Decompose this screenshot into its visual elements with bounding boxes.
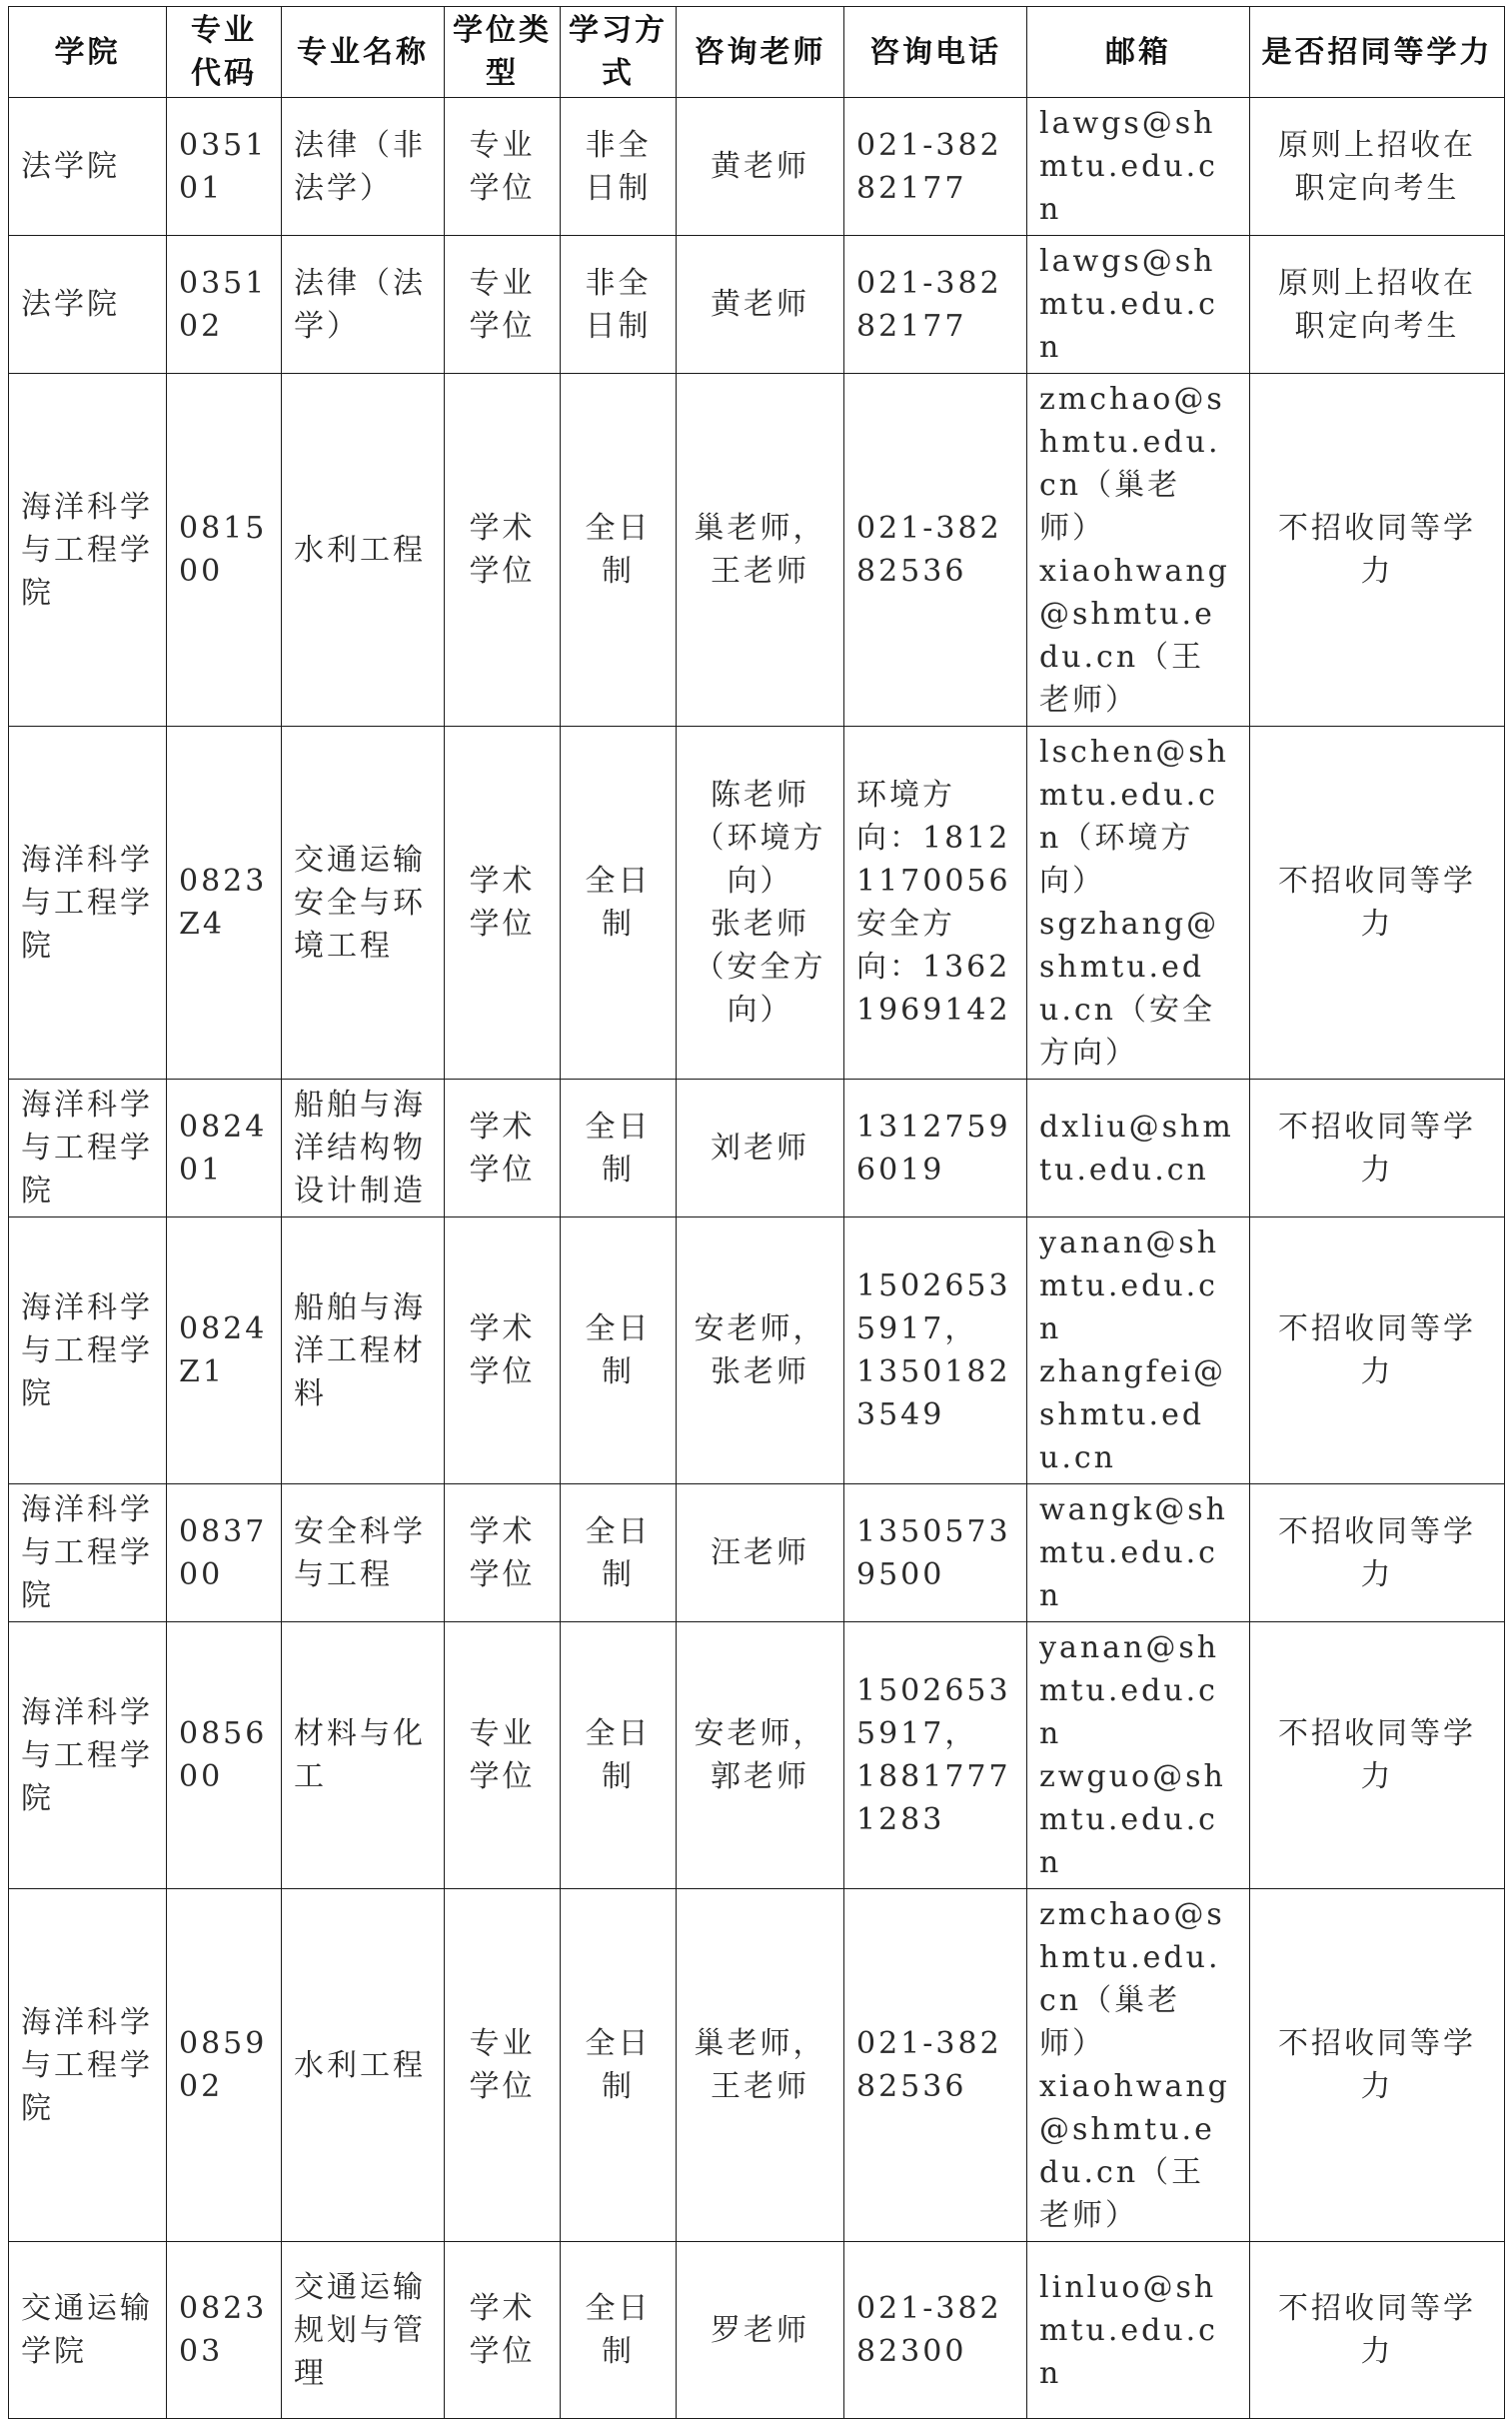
cell-advisor: 汪老师: [677, 1484, 844, 1622]
header-email: 邮箱: [1027, 7, 1250, 98]
header-college: 学院: [9, 7, 167, 98]
cell-major-name: 交通运输规划与管理: [282, 2242, 445, 2419]
cell-degree-type: 学术学位: [445, 1080, 561, 1217]
cell-phone: 15026535917， 18817771283: [844, 1622, 1027, 1889]
table-row: [9, 1080, 1505, 1217]
cell-major-code: 082401: [167, 1080, 282, 1217]
cell-major-code: 081500: [167, 374, 282, 727]
cell-college: 海洋科学与工程学院: [9, 1484, 167, 1622]
table-row: [9, 1622, 1505, 1889]
cell-email: dxliu@shmtu.edu.cn: [1027, 1080, 1250, 1217]
cell-major-name: 交通运输安全与环境工程: [282, 727, 445, 1080]
cell-major-code: 035102: [167, 236, 282, 374]
table-row: [9, 1217, 1505, 1484]
cell-study-mode: 全日制: [561, 374, 677, 727]
cell-degree-type: 学术学位: [445, 727, 561, 1080]
cell-college: 交通运输学院: [9, 2242, 167, 2419]
cell-email: lawgs@shmtu.edu.cn: [1027, 98, 1250, 236]
header-degree-type: 学位类型: [445, 7, 561, 98]
cell-advisor: 罗老师: [677, 2242, 844, 2419]
cell-college: 海洋科学与工程学院: [9, 1889, 167, 2242]
header-advisor: 咨询老师: [677, 7, 844, 98]
cell-phone: 15026535917， 13501823549: [844, 1217, 1027, 1484]
cell-advisor: 黄老师: [677, 236, 844, 374]
cell-college: 海洋科学与工程学院: [9, 1622, 167, 1889]
cell-phone: 13127596019: [844, 1080, 1027, 1217]
cell-study-mode: 非全日制: [561, 236, 677, 374]
cell-major-name: 材料与化工: [282, 1622, 445, 1889]
cell-study-mode: 全日制: [561, 727, 677, 1080]
cell-equivalent-qualification: 不招收同等学力: [1250, 727, 1505, 1080]
header-major-code: 专业代码: [167, 7, 282, 98]
cell-phone: 021-38282177: [844, 98, 1027, 236]
cell-equivalent-qualification: 不招收同等学力: [1250, 374, 1505, 727]
cell-equivalent-qualification: 原则上招收在职定向考生: [1250, 236, 1505, 374]
cell-phone: 021-38282536: [844, 1889, 1027, 2242]
table-row: [9, 98, 1505, 236]
cell-phone: 环境方向：18121170056 安全方向：13621969142: [844, 727, 1027, 1080]
cell-advisor: 巢老师，王老师: [677, 1889, 844, 2242]
cell-study-mode: 全日制: [561, 1622, 677, 1889]
cell-major-code: 0824Z1: [167, 1217, 282, 1484]
cell-study-mode: 全日制: [561, 1889, 677, 2242]
cell-email: wangk@shmtu.edu.cn: [1027, 1484, 1250, 1622]
cell-email: yanan@shmtu.edu.cn zwguo@shmtu.edu.cn: [1027, 1622, 1250, 1889]
cell-email: zmchao@shmtu.edu.cn（巢老师） xiaohwang@shmtu.edu.cn（王老师）: [1027, 374, 1250, 727]
cell-equivalent-qualification: 不招收同等学力: [1250, 1484, 1505, 1622]
cell-phone: 021-38282536: [844, 374, 1027, 727]
table-header-row: [9, 7, 1505, 98]
cell-equivalent-qualification: 不招收同等学力: [1250, 1217, 1505, 1484]
cell-major-name: 船舶与海洋结构物设计制造: [282, 1080, 445, 1217]
cell-degree-type: 专业学位: [445, 1889, 561, 2242]
cell-equivalent-qualification: 不招收同等学力: [1250, 1622, 1505, 1889]
table-row: [9, 374, 1505, 727]
header-equivalent-qualification: 是否招同等学力: [1250, 7, 1505, 98]
cell-equivalent-qualification: 原则上招收在职定向考生: [1250, 98, 1505, 236]
cell-major-code: 083700: [167, 1484, 282, 1622]
cell-advisor: 陈老师（环境方向） 张老师（安全方向）: [677, 727, 844, 1080]
cell-major-name: 水利工程: [282, 1889, 445, 2242]
cell-major-name: 安全科学与工程: [282, 1484, 445, 1622]
cell-college: 海洋科学与工程学院: [9, 374, 167, 727]
cell-study-mode: 全日制: [561, 1080, 677, 1217]
cell-degree-type: 专业学位: [445, 1622, 561, 1889]
cell-email: linluo@shmtu.edu.cn: [1027, 2242, 1250, 2419]
cell-degree-type: 学术学位: [445, 1484, 561, 1622]
cell-college: 海洋科学与工程学院: [9, 1217, 167, 1484]
cell-phone: 13505739500: [844, 1484, 1027, 1622]
cell-college: 海洋科学与工程学院: [9, 1080, 167, 1217]
cell-email: yanan@shmtu.edu.cn zhangfei@shmtu.edu.cn: [1027, 1217, 1250, 1484]
cell-major-code: 0823Z4: [167, 727, 282, 1080]
cell-equivalent-qualification: 不招收同等学力: [1250, 1889, 1505, 2242]
table-row: [9, 1889, 1505, 2242]
cell-advisor: 安老师，郭老师: [677, 1622, 844, 1889]
cell-advisor: 刘老师: [677, 1080, 844, 1217]
cell-major-code: 035101: [167, 98, 282, 236]
cell-phone: 021-38282177: [844, 236, 1027, 374]
cell-study-mode: 全日制: [561, 2242, 677, 2419]
cell-email: lschen@shmtu.edu.cn（环境方向） sgzhang@shmtu.edu.cn（安全方向）: [1027, 727, 1250, 1080]
table-row: [9, 236, 1505, 374]
cell-phone: 021-38282300: [844, 2242, 1027, 2419]
cell-college: 海洋科学与工程学院: [9, 727, 167, 1080]
cell-degree-type: 学术学位: [445, 2242, 561, 2419]
cell-college: 法学院: [9, 236, 167, 374]
cell-study-mode: 全日制: [561, 1217, 677, 1484]
cell-major-name: 法律（非法学）: [282, 98, 445, 236]
cell-major-code: 085600: [167, 1622, 282, 1889]
cell-major-name: 水利工程: [282, 374, 445, 727]
cell-major-code: 085902: [167, 1889, 282, 2242]
cell-email: lawgs@shmtu.edu.cn: [1027, 236, 1250, 374]
header-phone: 咨询电话: [844, 7, 1027, 98]
cell-degree-type: 学术学位: [445, 1217, 561, 1484]
cell-major-name: 法律（法学）: [282, 236, 445, 374]
table-row: [9, 727, 1505, 1080]
cell-study-mode: 非全日制: [561, 98, 677, 236]
cell-equivalent-qualification: 不招收同等学力: [1250, 2242, 1505, 2419]
cell-degree-type: 专业学位: [445, 236, 561, 374]
admissions-contact-table: [8, 6, 1505, 2419]
cell-advisor: 巢老师，王老师: [677, 374, 844, 727]
cell-college: 法学院: [9, 98, 167, 236]
cell-degree-type: 专业学位: [445, 98, 561, 236]
cell-equivalent-qualification: 不招收同等学力: [1250, 1080, 1505, 1217]
table-row: [9, 2242, 1505, 2419]
cell-advisor: 黄老师: [677, 98, 844, 236]
cell-advisor: 安老师，张老师: [677, 1217, 844, 1484]
cell-major-name: 船舶与海洋工程材料: [282, 1217, 445, 1484]
header-major-name: 专业名称: [282, 7, 445, 98]
cell-study-mode: 全日制: [561, 1484, 677, 1622]
cell-email: zmchao@shmtu.edu.cn（巢老师） xiaohwang@shmtu.edu.cn（王老师）: [1027, 1889, 1250, 2242]
cell-degree-type: 学术学位: [445, 374, 561, 727]
cell-major-code: 082303: [167, 2242, 282, 2419]
header-study-mode: 学习方式: [561, 7, 677, 98]
table-row: [9, 1484, 1505, 1622]
